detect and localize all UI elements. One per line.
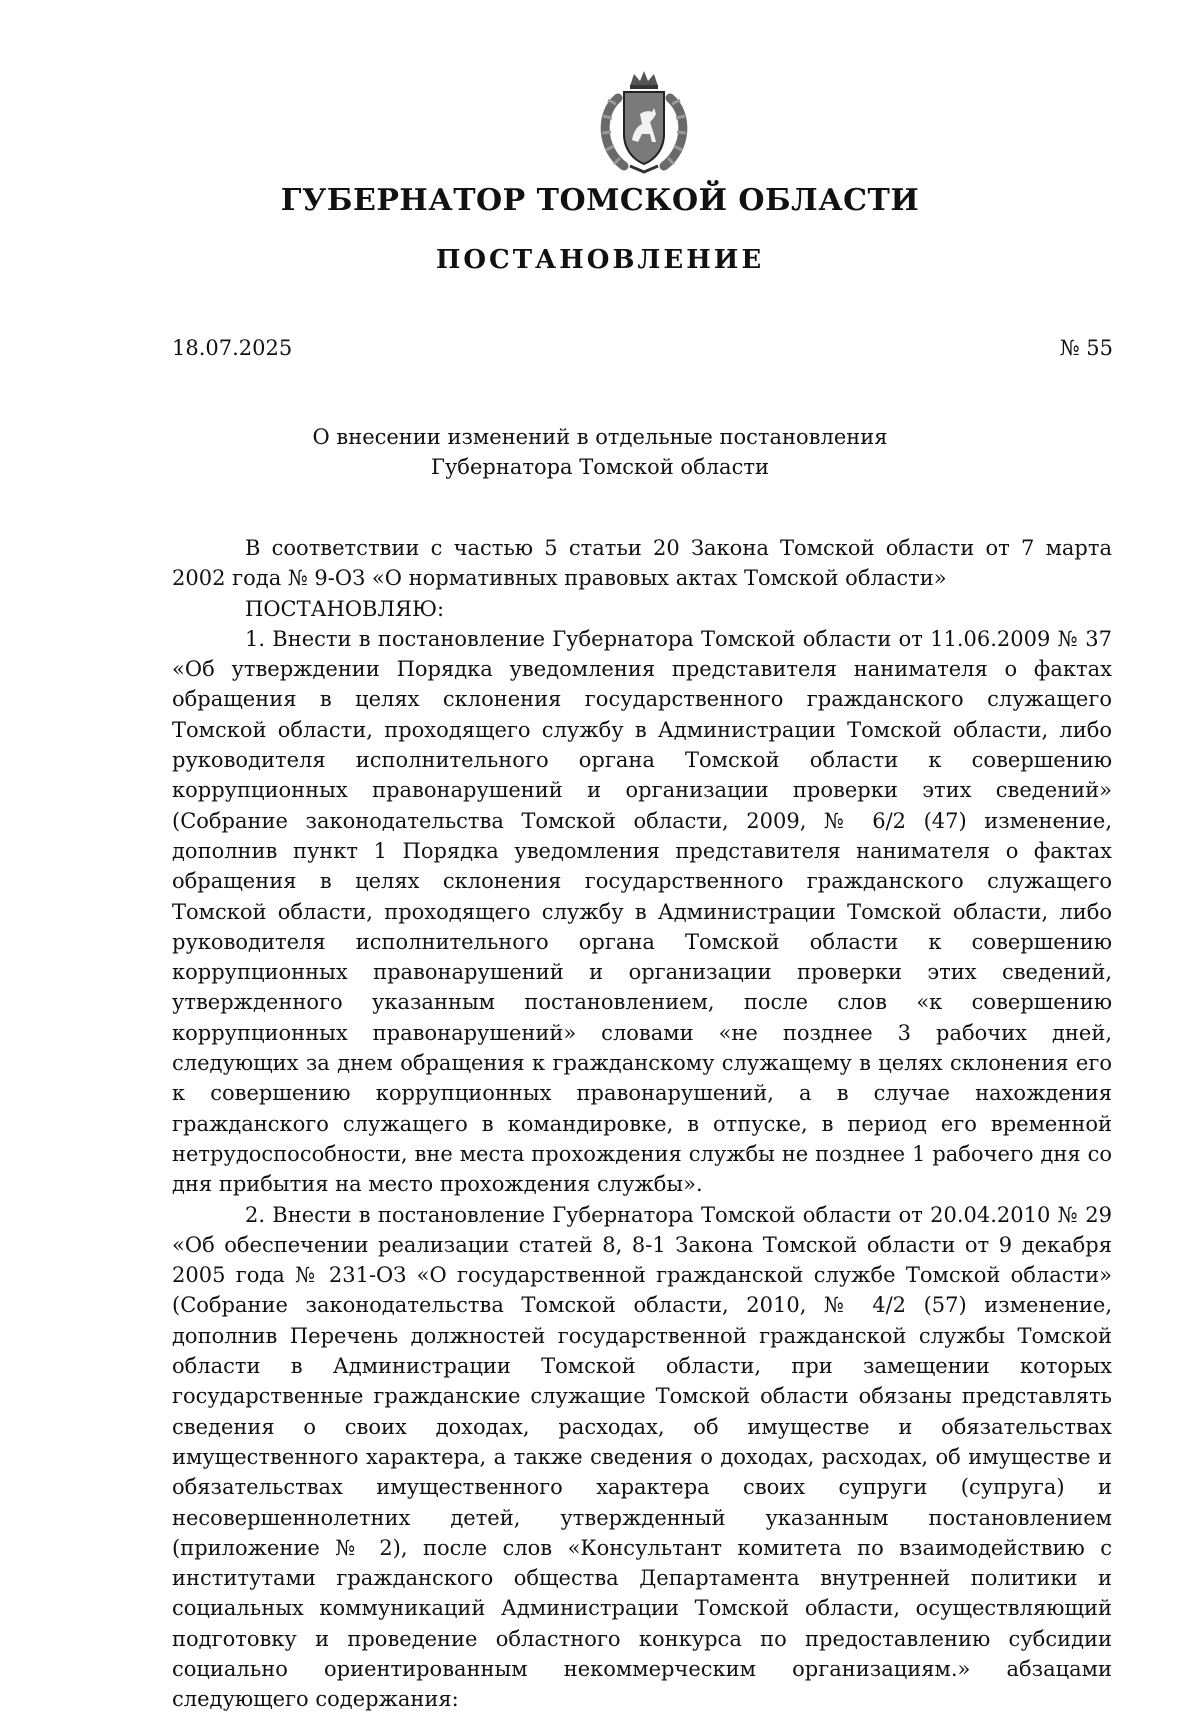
- item-1-paragraph: 1. Внести в постановление Губернатора Томской области от 11.06.2009 № 37 «Об утверждении Порядка уведомления представителя нанимателя о фактах обращения в целях склонения государственного гражданского служащего Томской области, проходящего службу в Администрации Томской области, либо руководителя исполнительного органа Томской области к совершению коррупционных правонарушений и организации проверки этих сведений» (Собрание законодательства Томской области, 2009, № 6/2 (47) изменение, дополнив пункт 1 Порядка уведомления представителя нанимателя о фактах обращения в целях склонения государственного гражданского служащего Томской области, проходящего службу в Администрации Томской области, либо руководителя исполнительного органа Томской области к совершению коррупционных правонарушений и организации проверки этих сведений, утвержденного указанным постановлением, после слов «к совершению коррупционных правонарушений» словами «не позднее 3 рабочих дней, следующих за днем обращения к гражданскому служащему в целях склонения его к совершению коррупционных правонарушений, а в случае нахождения гражданского служащего в командировке, в отпуске, в период его временной нетрудоспособности, вне места прохождения службы не позднее 1 рабочего дня со дня прибытия на место прохождения службы».: [172, 626, 1112, 1197]
- document-date: 18.07.2025: [172, 336, 293, 360]
- document-number: № 55: [1059, 336, 1113, 360]
- subject-line-1: О внесении изменений в отдельные постановления: [312, 425, 888, 449]
- issuing-authority: ГУБЕРНАТОР ТОМСКОЙ ОБЛАСТИ: [280, 183, 920, 218]
- subject-line-2: Губернатора Томской области: [431, 455, 769, 479]
- document-body: [172, 533, 1112, 1715]
- preamble-paragraph: В соответствии с частью 5 статьи 20 Закона Томской области от 7 марта 2002 года № 9-ОЗ «О нормативных правовых актах Томской области»: [172, 536, 1112, 591]
- decree-word: ПОСТАНОВЛЯЮ:: [245, 596, 445, 621]
- document-type: ПОСТАНОВЛЕНИЕ: [435, 245, 765, 275]
- item-2-paragraph: 2. Внести в постановление Губернатора Томской области от 20.04.2010 № 29 «Об обеспечении реализации статей 8, 8-1 Закона Томской области от 9 декабря 2005 года № 231-ОЗ «О государственной гражданской службе Томской области» (Собрание законодательства Томской области, 2010, № 4/2 (57) изменение, дополнив Перечень должностей государственной гражданской службы Томской области в Администрации Томской области, при замещении которых государственные гражданские служащие Томской области обязаны представлять сведения о своих доходах, расходах, об имуществе и обязательствах имущественного характера, а также сведения о доходах, расходах, об имуществе и обязательствах имущественного характера своих супруги (супруга) и несовершеннолетних детей, утвержденный указанным постановлением (приложение № 2), после слов «Консультант комитета по взаимодействию с институтами гражданского общества Департамента внутренней политики и социальных коммуникаций Администрации Томской области, осуществляющий подготовку и проведение областного конкурса по предоставлению субсидии социально ориентированным некоммерческим организациям.» абзацами следующего содержания:: [172, 1202, 1112, 1712]
- document-subject: [0, 422, 1200, 482]
- coat-of-arms-icon: [590, 68, 698, 180]
